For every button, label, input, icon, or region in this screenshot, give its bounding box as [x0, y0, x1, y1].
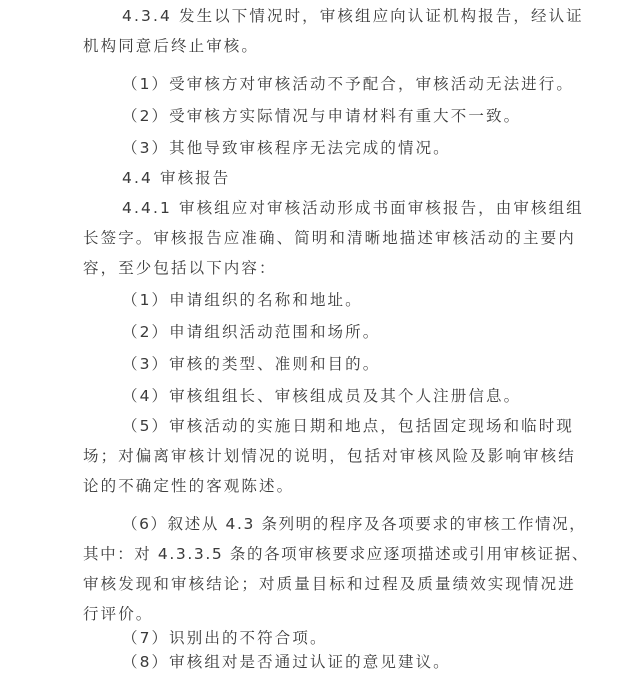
- text-line: （1）受审核方对审核活动不予配合，审核活动无法进行。: [122, 75, 574, 93]
- text-line: （8）审核组对是否通过认证的意见建议。: [122, 653, 451, 671]
- text-line: （1）申请组织的名称和地址。: [122, 291, 363, 309]
- text-line: （2）受审核方实际情况与申请材料有重大不一致。: [122, 107, 522, 125]
- text-line: （7）识别出的不符合项。: [122, 629, 328, 647]
- text-line: （3）审核的类型、准则和目的。: [122, 355, 381, 373]
- text-line: （2）申请组织活动范围和场所。: [122, 323, 381, 341]
- text-line: 长签字。审核报告应准确、简明和清晰地描述审核活动的主要内: [83, 229, 576, 247]
- text-line: （5）审核活动的实施日期和地点，包括固定现场和临时现: [122, 417, 574, 435]
- text-line: 4.4.1 审核组应对审核活动形成书面审核报告，由审核组组: [122, 199, 584, 217]
- text-line: 审核发现和审核结论；对质量目标和过程及质量绩效实现情况进: [83, 575, 576, 593]
- text-line: （4）审核组组长、审核组成员及其个人注册信息。: [122, 387, 522, 405]
- text-line: 场；对偏离审核计划情况的说明，包括对审核风险及影响审核结: [83, 447, 576, 465]
- text-line: 论的不确定性的客观陈述。: [83, 477, 295, 495]
- text-line: 其中：对 4.3.3.5 条的各项审核要求应逐项描述或引用审核证据、: [83, 545, 589, 563]
- text-line: 容，至少包括以下内容：: [83, 259, 277, 277]
- section-heading: 4.4 审核报告: [122, 169, 231, 187]
- text-line: 行评价。: [83, 605, 154, 623]
- text-line: （6）叙述从 4.3 条列明的程序及各项要求的审核工作情况，: [122, 515, 587, 533]
- text-line: 机构同意后终止审核。: [83, 37, 260, 55]
- text-line: 4.3.4 发生以下情况时，审核组应向认证机构报告，经认证: [122, 7, 584, 25]
- text-line: （3）其他导致审核程序无法完成的情况。: [122, 139, 451, 157]
